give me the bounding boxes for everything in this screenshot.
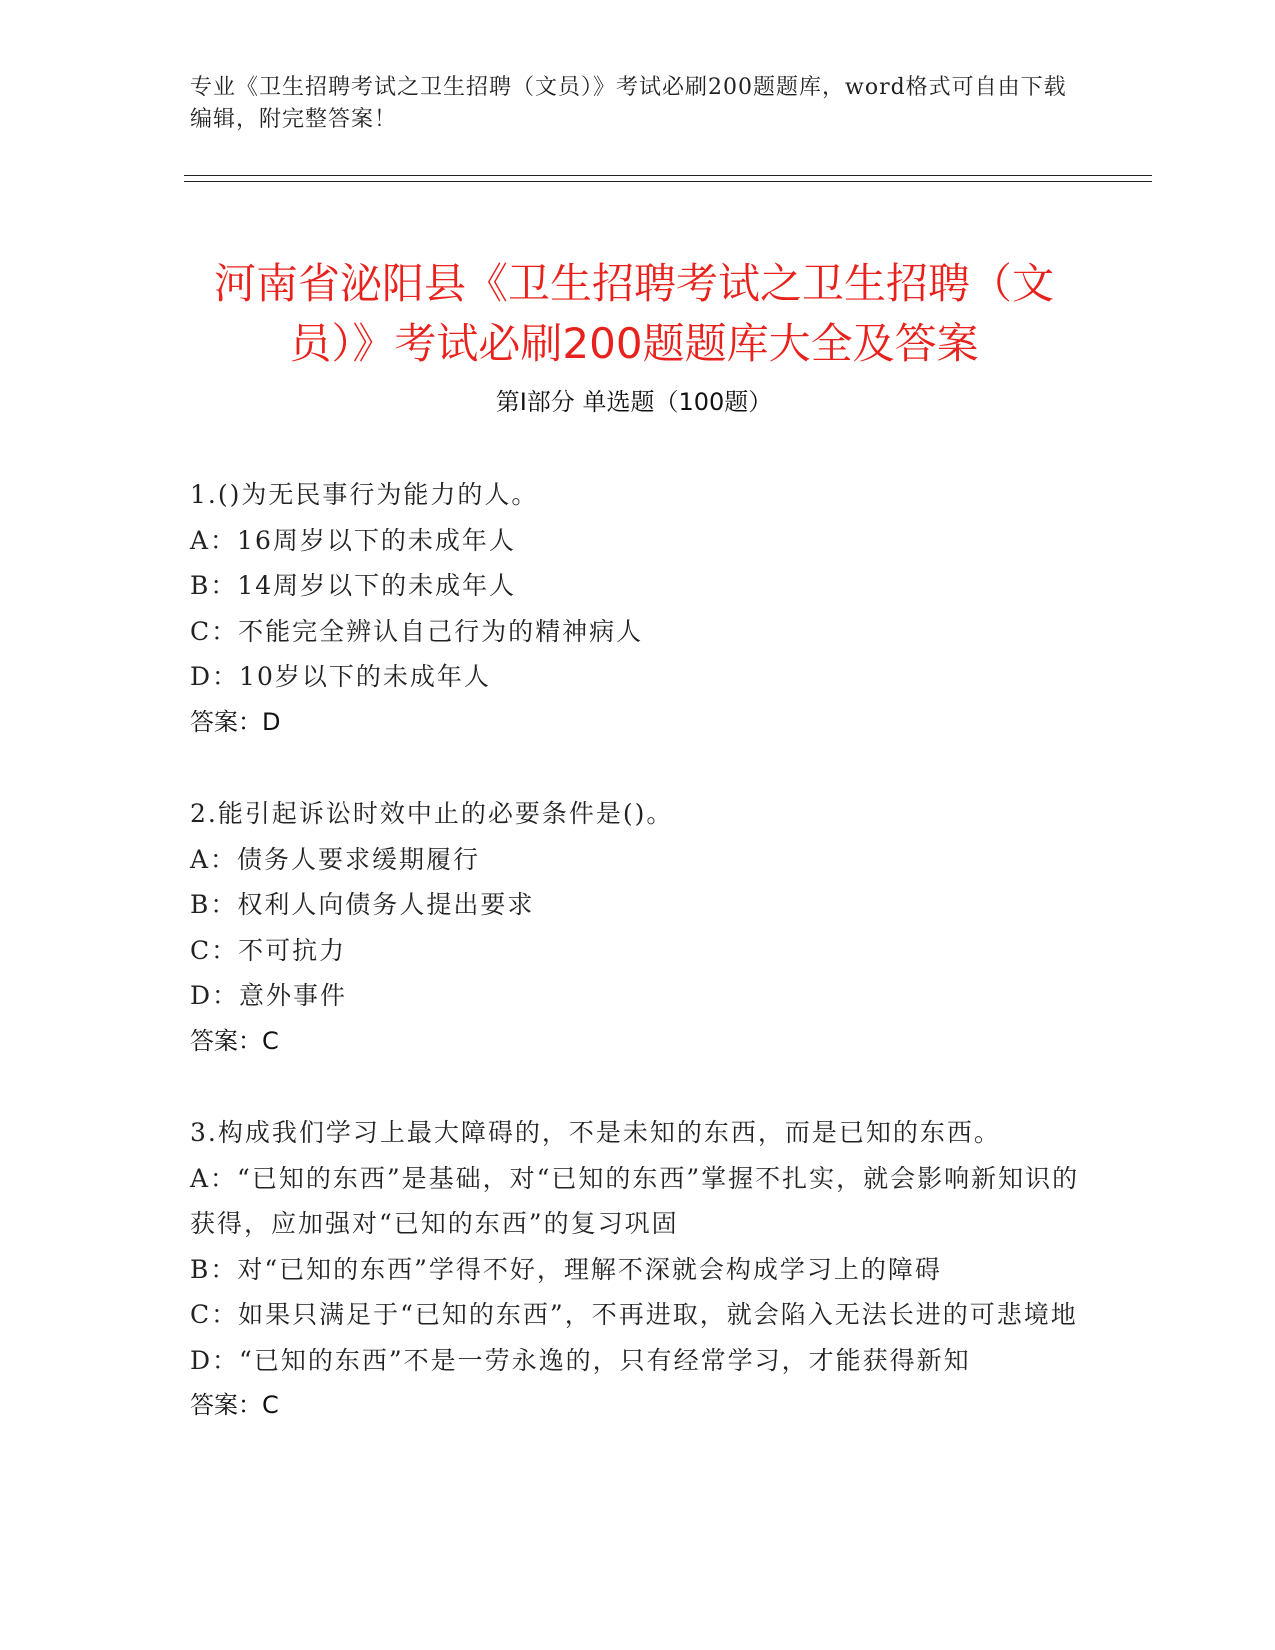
question-stem: 3.构成我们学习上最大障碍的，不是未知的东西，而是已知的东西。 [190, 1118, 1001, 1147]
question-1 [190, 472, 1090, 745]
option-a: A：“已知的东西”是基础，对“已知的东西”掌握不扎实，就会影响新知识的获得，应加强对“已知的东西”的复习巩固 [190, 1163, 1080, 1238]
option-d: D：“已知的东西”不是一劳永逸的，只有经常学习，才能获得新知 [190, 1345, 971, 1375]
document-title: 河南省泌阳县《卫生招聘考试之卫生招聘（文员）》考试必刷200题题库大全及答案 [213, 259, 1054, 369]
option-c: C：不可抗力 [190, 935, 347, 965]
option-b: B：14周岁以下的未成年人 [190, 571, 517, 600]
question-3 [190, 1110, 1090, 1429]
header-divider-top [184, 175, 1152, 176]
question-list [190, 472, 1090, 1475]
answer: 答案：C [190, 1026, 279, 1055]
option-c: C：不能完全辨认自己行为的精神病人 [190, 616, 644, 646]
question-stem: 1.()为无民事行为能力的人。 [190, 480, 539, 509]
option-a: A：16周岁以下的未成年人 [190, 525, 516, 555]
header-divider-bottom [184, 181, 1152, 182]
option-b: B：对“已知的东西”学得不好，理解不深就会构成学习上的障碍 [190, 1254, 942, 1284]
option-c: C：如果只满足于“已知的东西”，不再进取，就会陷入无法长进的可悲境地 [190, 1300, 1078, 1329]
option-d: D：意外事件 [190, 981, 348, 1010]
question-2 [190, 791, 1090, 1064]
section-title: 第Ⅰ部分 单选题（100题） [495, 388, 773, 416]
answer: 答案：C [190, 1391, 279, 1419]
option-a: A：债务人要求缓期履行 [190, 844, 481, 874]
option-d: D：10岁以下的未成年人 [190, 662, 491, 691]
question-stem: 2.能引起诉讼时效中止的必要条件是()。 [190, 799, 674, 828]
option-b: B：权利人向债务人提出要求 [190, 890, 535, 919]
header-note: 专业《卫生招聘考试之卫生招聘（文员）》考试必刷200题题库，word格式可自由下载编辑，附完整答案！ [190, 75, 1067, 132]
answer: 答案：D [190, 707, 281, 736]
